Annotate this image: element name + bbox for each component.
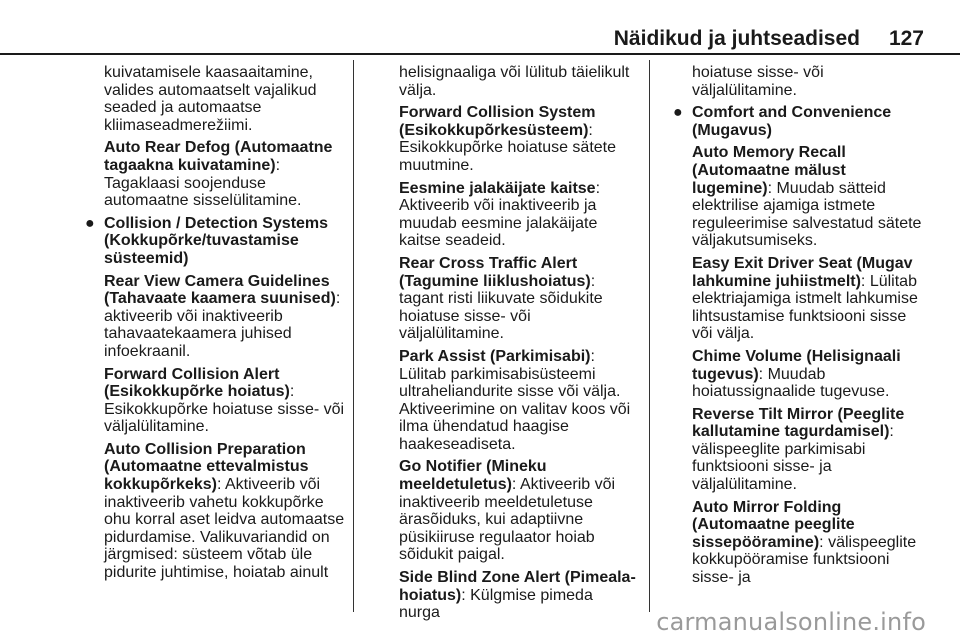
setting-description: Tagaklaasi soojenduse automaatne sisselülitamine.: [104, 174, 302, 210]
setting-description: Esikokkupõrke hoiatuse sätete muutmine.: [399, 139, 617, 174]
setting-title: Chime Volume (Helisignaali tugevus): [692, 347, 901, 383]
colon: :: [767, 179, 773, 197]
setting-description: Muudab sätteid elektrilise ajamiga istmete reguleerimise salvestatud sätete väljakutsumiseks.: [692, 179, 922, 250]
setting-title: Rear View Camera Guidelines (Tahavaate kaamera suunised): [104, 272, 336, 308]
column-divider-2: [649, 60, 650, 612]
page-header: [0, 26, 960, 56]
setting-entry: [670, 499, 930, 587]
setting-description: Lülitab parkimisabisüsteemi ultraheliandurite sisse või välja. Aktiveerimine on valitav koos või ilma ühendatud haagise haakeseadiseta.: [399, 365, 631, 453]
setting-title: Side Blind Zone Alert (Pimeala-hoiatus): [399, 569, 636, 604]
setting-description: Muudab hoiatussignaalide tugevuse.: [692, 365, 890, 401]
column-divider-1: [353, 60, 354, 612]
setting-entry: [670, 348, 930, 401]
column-1: [82, 64, 348, 587]
setting-entry: [399, 104, 637, 174]
setting-description: Esikokkupõrke hoiatuse sisse- või väljalülitamine.: [104, 400, 345, 436]
setting-description: Lülitab elektriajamiga istmelt lahkumise lihtsustamise funktsiooni sisse või välja.: [692, 272, 918, 343]
setting-title: Auto Memory Recall (Automaatne mälust lugemine): [692, 144, 846, 197]
column-3: [670, 64, 930, 592]
setting-description: välispeeglite parkimisabi funktsiooni sisse- ja väljalülitamine.: [692, 440, 866, 494]
paragraph: helisignaaliga või lülitub täielikult välja.: [399, 64, 630, 99]
setting-title: Park Assist (Parkimisabi): [399, 347, 591, 365]
section-title: Comfort and Convenience (Mugavus): [692, 104, 892, 139]
setting-entry: [399, 180, 637, 250]
setting-description: Aktiveerib või inaktiveerib vahetu kokkupõrke ohu korral aset leidva automaatse pidurdamise. Valikuvariandid on järgmised: süsteem võtab üle pidurite juhtimise, hoiatab ainult: [104, 476, 345, 582]
colon: :: [461, 586, 466, 604]
setting-entry: [670, 255, 930, 343]
paragraph: hoiatuse sisse- või väljalülitamine.: [692, 64, 824, 99]
setting-entry: [399, 458, 637, 564]
bullet-item: [82, 215, 348, 268]
setting-entry: [399, 255, 637, 343]
colon: :: [889, 423, 894, 441]
setting-title: Auto Rear Defog (Automaatne tagaakna kuivatamine): [104, 139, 333, 174]
colon: :: [588, 121, 593, 139]
column-2: [399, 64, 637, 627]
setting-entry: [670, 144, 930, 250]
colon: :: [216, 476, 222, 494]
colon: :: [289, 383, 295, 401]
setting-title: Rear Cross Traffic Alert (Tagumine liiklushoiatus): [399, 254, 591, 290]
setting-entry: [82, 139, 348, 209]
setting-title: Forward Collision Alert (Esikokkupõrke hoiatus): [104, 365, 290, 401]
page-number: 127: [888, 27, 924, 50]
page-title: Näidikud ja juhtseadised: [613, 27, 860, 50]
colon: :: [511, 476, 517, 494]
setting-title: Auto Collision Preparation (Automaatne ettevalmistus kokkupõrkeks): [104, 440, 309, 494]
setting-entry: [82, 366, 348, 436]
section-title: Collision / Detection Systems (Kokkupõrke/tuvastamise süsteemid): [104, 214, 329, 267]
setting-entry: [82, 441, 348, 582]
setting-entry: [670, 406, 930, 494]
colon: :: [335, 290, 341, 308]
setting-title: Go Notifier (Mineku meeldetuletus): [399, 458, 547, 494]
setting-title: Reverse Tilt Mirror (Peeglite kallutamine tagurdamisel): [692, 405, 905, 441]
colon: :: [275, 156, 281, 174]
setting-title: Easy Exit Driver Seat (Mugav lahkumine juhiistmelt): [692, 254, 913, 290]
paragraph: kuivatamisele kaasaaitamine, valides automaatselt vajalikud seaded ja automaatse kliimaseadmerežiimi.: [104, 64, 317, 134]
colon: :: [758, 365, 764, 383]
setting-entry: [399, 348, 637, 454]
bullet-icon: ●: [85, 214, 95, 232]
setting-description: välispeeglite kokkupööramise funktsiooni sisse- ja: [692, 533, 917, 587]
setting-title: Auto Mirror Folding (Automaatne peeglite sissepööramine): [692, 498, 855, 551]
setting-entry: [82, 273, 348, 361]
setting-description: tagant risti liikuvate sõidukite hoiatuse sisse- või väljalülitamine.: [399, 290, 603, 343]
bullet-icon: ●: [673, 104, 683, 122]
setting-entry: [399, 569, 637, 622]
colon: :: [590, 347, 595, 365]
colon: :: [590, 272, 596, 290]
setting-description: Aktiveerib või inaktiveerib ja muudab eesmine jalakäijate kaitse seadeid.: [399, 197, 598, 250]
bullet-item: [670, 104, 930, 139]
colon: :: [595, 179, 601, 197]
setting-title: Forward Collision System (Esikokkupõrkesüsteem): [399, 104, 596, 139]
setting-description: aktiveerib või inaktiveerib tahavaatekaamera juhised infoekraanil.: [104, 307, 292, 360]
setting-title: Eesmine jalakäijate kaitse: [399, 179, 596, 197]
setting-description: Aktiveerib või inaktiveerib meeldetuletuse ärasõiduks, kui adaptiivne püsikiiruse regulaator hoiab sõidukit paigal.: [399, 476, 616, 564]
setting-description: Külgmise pimeda nurga: [399, 586, 593, 622]
header-rule: [0, 53, 960, 55]
colon: :: [819, 533, 824, 551]
colon: :: [860, 272, 866, 290]
watermark: carmanualsonline.info: [656, 608, 926, 636]
